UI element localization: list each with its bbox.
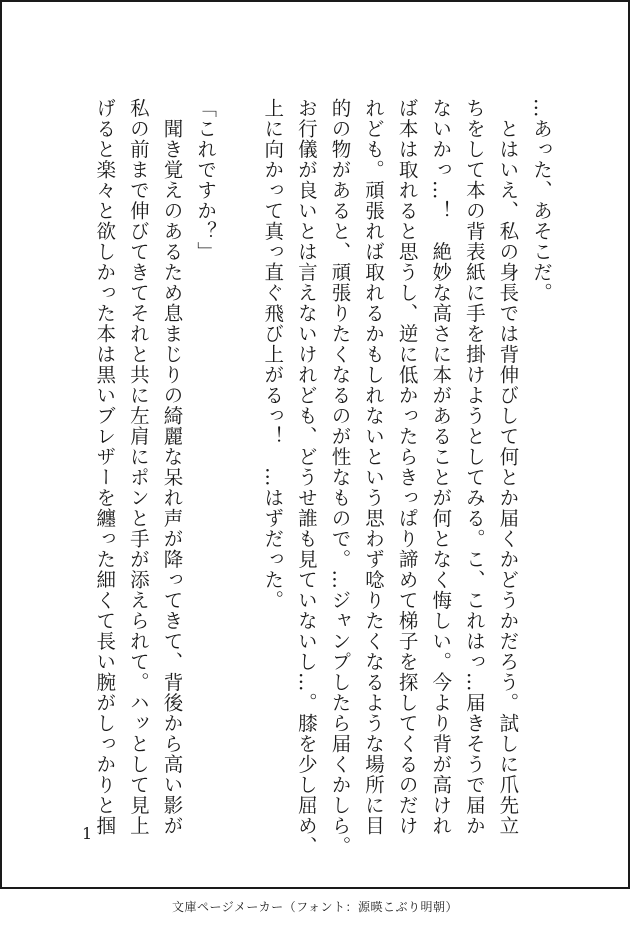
text-line: とはいえ、私の身長では背伸びして何とか届くかどうかだろう。試しに爪先立	[496, 98, 520, 836]
text-line: ちをして本の背表紙に手を掛けようとしてみる。こ、これはっ…届きそうで届か	[462, 98, 486, 836]
text-line: れども。頑張れば取れるかもしれないという思わず唸りたくなるような場所に目	[362, 98, 386, 836]
text-line: ないかっ…！ 絶妙な高さに本があることが何となく悔しい。今より背が高けれ	[429, 98, 453, 836]
text-line: 的の物があると、頑張りたくなるのが性なもので。…ジャンプしたら届くかしら。	[328, 98, 352, 857]
text-line: …あった、あそこだ。	[530, 98, 553, 303]
text-line: お行儀が良いとは言えないけれども、どうせ誰も見ていないし…。膝を少し屈め、	[294, 98, 318, 857]
text-line: 私の前まで伸びてきてそれと共に左肩にポンと手が添えられて。ハッとして見上	[126, 98, 150, 836]
page-number: 1	[82, 824, 93, 843]
text-line: 聞き覚えのあるため息まじりの綺麗な呆れ声が降ってきて、背後から高い影が	[160, 98, 184, 836]
blank-line	[222, 98, 256, 798]
text-line: げると楽々と欲しかった本は黒いブレザーを纏った細くて長い腕がしっかりと掴	[93, 98, 117, 836]
text-line: 上に向かって真っ直ぐ飛び上がるっ！ …はずだった。	[261, 98, 285, 611]
text-line: 「これですか？」	[194, 98, 218, 262]
vertical-text-body	[88, 98, 558, 857]
footer-credit: 文庫ページメーカー（フォント：源暎こぶり明朝）	[171, 900, 459, 914]
text-line: ば本は取れると思うし、逆に低かったらきっぱり諦めて梯子を探してくるのだけ	[395, 98, 419, 836]
